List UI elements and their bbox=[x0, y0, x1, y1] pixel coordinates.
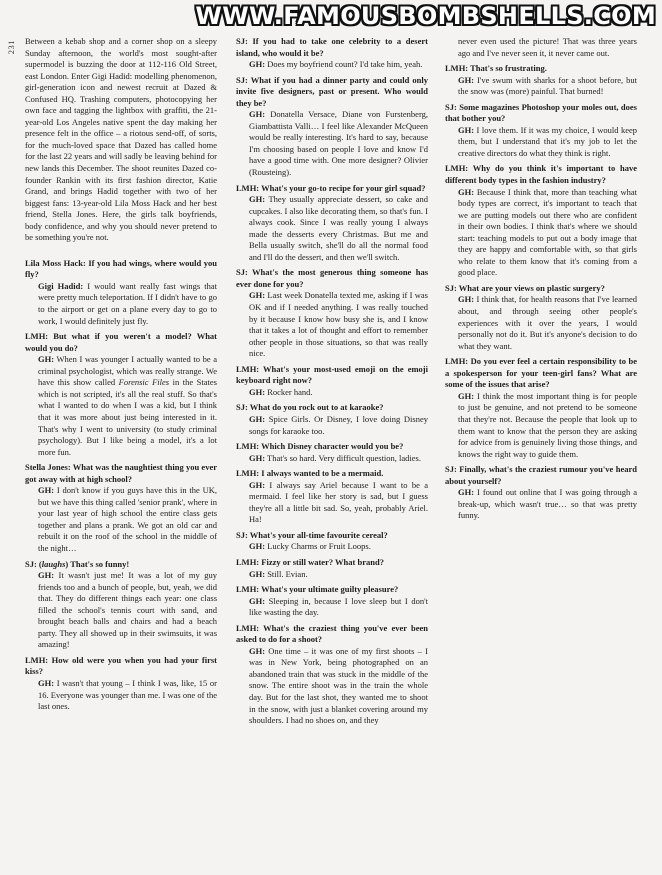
answer-text: I would want really fast wings that were pretty much teleportation. If I didn't have to go to the airport or get on a plane every day to go to work, I would definitely just fly. bbox=[38, 280, 217, 326]
watermark-text: WWW.FAMOUSBOMBSHELLS.COM bbox=[195, 2, 656, 30]
question: SJ: Some magazines Photoshop your moles out, does that bother you? bbox=[445, 101, 637, 124]
answer: GH: One time – it was one of my first shoots – I was in New York, being photographed on an abandoned train that was stuck in the middle of the snow. The entire shoot was in the train the whole day. But for the last shot, they wanted me to shoot in the snow, with just a blanket covering around my shoulders. I had no shoes on, and they bbox=[249, 645, 428, 726]
speaker: GH: bbox=[249, 290, 266, 301]
answer: GH: Donatella Versace, Diane von Furstenberg, Giambattista Valli… I feel like Alexander McQueen would be really interesting. It's hard to say, because I'm choosing based on people I love and know I'd have a good time with. One more designer? Olivier (Rousteing). bbox=[249, 109, 428, 178]
speaker: GH: bbox=[249, 645, 266, 656]
question: LMH: I always wanted to be a mermaid. bbox=[236, 468, 384, 479]
answer bbox=[25, 570, 217, 651]
answer bbox=[25, 678, 217, 713]
question: LMH: Fizzy or still water? What brand? bbox=[236, 556, 384, 567]
question: SJ: If you had to take one celebrity to a desert island, who would it be? bbox=[236, 36, 428, 58]
question: LMH: That's so frustrating. bbox=[445, 63, 547, 74]
answer: GH: I think that, for health reasons that I've learned about, and through seeing other people's experiences with it over the years, I would personally not do it. But it's anyone's decision to do what they want. bbox=[458, 294, 637, 351]
question: Lila Moss Hack: If you had wings, where would you fly? bbox=[25, 257, 217, 280]
answer-text: in the States which is not scripted, it's all the real stuff. So that's what I wanted to do when I was a kid, but I think that it was more about just being interested in it. That's why I went to university (to study criminal psychology). But I like being a model, it's a lot more fun. bbox=[38, 377, 217, 457]
speaker: GH: bbox=[458, 294, 475, 305]
question: LMH: What's your ultimate guilty pleasure? bbox=[236, 584, 399, 595]
answer: GH: I found out online that I was going through a break-up, which wasn't true… so that was pretty funny. bbox=[458, 487, 637, 521]
speaker: GH: bbox=[249, 194, 266, 205]
show-title: Forensic Files bbox=[118, 377, 170, 388]
speaker: GH: bbox=[249, 479, 266, 490]
answer: GH: Sleeping in, because I love sleep but I don't like wasting the day. bbox=[249, 595, 428, 618]
speaker: GH: bbox=[458, 74, 475, 85]
answer: GH: They usually appreciate dessert, so cake and cupcakes. I also like decorating them, so that's fun. I always cook. Since I was really young I always made the desserts every Christmas. But me and Bella usually switch, she'll do all the normal food and I'll do the dessert, and then we'll switch. bbox=[249, 194, 428, 262]
question-text: SJ: ( bbox=[25, 558, 42, 569]
speaker: GH: bbox=[249, 386, 266, 397]
answer-continued: never even used the picture! That was three years ago and I've never seen it, it never came out. bbox=[458, 36, 637, 58]
speaker: GH: bbox=[458, 390, 475, 401]
speaker: GH: bbox=[249, 452, 266, 463]
speaker: GH: bbox=[249, 595, 266, 606]
speaker: GH: bbox=[249, 413, 266, 424]
question-aside: laughs bbox=[41, 558, 66, 569]
question: SJ: What's your all-time favourite cereal? bbox=[236, 529, 388, 540]
question-text: ) That's so funny! bbox=[65, 558, 130, 569]
intro-paragraph: Between a kebab shop and a corner shop on a sleepy Sunday afternoon, the world's most sought-after supermodel is buzzing the door at 112-116 Old Street, east London. Enter Gigi Hadid: modelling phenomenon, girl-generation icon and newest recruit at Dazed & Confused HQ. Trashing computers, photocopying her own face and tagging the lightbox with graffiti, the 21-year-old Los Angeles native spent the day making her presence felt in the office – a riotous send-off, of sorts, for the much-loved space that Dazed has called home for the last 22 years and will sadly be leaving behind for new lands this December. The shoot reunites Dazed co-founder Rankin with its first fashion director, Katie Grand, and brings Hadid together with two of her biggest fans: 13-year-old Lila Moss Hack and her best friend, Stella Jones. Here, the girls talk boyfriends, body confidence, and why you should never pretend to be something you're not. bbox=[25, 36, 217, 243]
answer bbox=[25, 354, 217, 458]
speaker: GH: bbox=[458, 124, 475, 135]
question: LMH: Do you ever feel a certain responsibility to be a spokesperson for your teen-girl fans? What are some of the issues that arise? bbox=[445, 356, 637, 390]
answer: GH: I love them. If it was my choice, I would keep them, but I understand that it's my job to let the creative directors do what they think is right. bbox=[458, 124, 637, 158]
speaker: GH: bbox=[38, 354, 55, 365]
answer: GH: Does my boyfriend count? I'd take him, yeah. bbox=[249, 59, 423, 70]
answer-text: I wasn't that young – I think I was, like, 15 or 16. Everyone was younger than me. I was one of the last ones. bbox=[38, 677, 217, 712]
answer bbox=[25, 485, 217, 554]
question bbox=[25, 559, 217, 571]
answer-text: It wasn't just me! It was a lot of my guy friends too and a bunch of people, but, yeah, we did that. They do different things each year: one class filled the school's tennis court with sand, and brought beach balls and chairs and had a beach party. They all showed up in their swimsuits, it was amazing! bbox=[38, 570, 217, 650]
answer: GH: Because I think that, more than teaching what body types are correct, it's important to teach that we are putting models out there who are confident in their own bodies. I think that's where we should start: teaching models to put out a body image that they are happy and comfortable with, so that girls who relate to them know that it's coming from a good place. bbox=[458, 186, 637, 278]
question: LMH: Why do you think it's important to have different body types in the fashion industry? bbox=[445, 163, 637, 186]
column-2 bbox=[236, 36, 428, 727]
answer: GH: I think the most important thing is for people to just be genuine, and not pretend to be someone that they're not. Because the people that look up to them want to know that the person they are asking for advice from is genuinely living those things, and knows the right way to guide them. bbox=[458, 390, 637, 459]
speaker: GH: bbox=[249, 109, 266, 120]
answer: GH: Still. Evian. bbox=[249, 568, 308, 579]
speaker: GH: bbox=[249, 59, 266, 70]
page-number: 231 bbox=[6, 40, 16, 55]
speaker: GH: bbox=[458, 186, 475, 197]
question: SJ: What's the most generous thing someone has ever done for you? bbox=[236, 267, 428, 289]
speaker: Gigi Hadid: bbox=[38, 280, 84, 291]
question: LMH: How old were you when you had your first kiss? bbox=[25, 654, 217, 677]
answer-text: When I was younger I actually wanted to be a criminal psychologist, which was really strange. We have this show called bbox=[38, 354, 217, 388]
speaker: GH: bbox=[249, 568, 266, 579]
answer: GH: I always say Ariel because I want to be a mermaid. I feel like her story is sad, but I guess they're all a little bit sad. So, yeah, probably Ariel. Ha! bbox=[249, 479, 428, 525]
question: Stella Jones: What was the naughtiest thing you ever got away with at high school? bbox=[25, 462, 217, 484]
question: LMH: But what if you weren't a model? What would you do? bbox=[25, 331, 217, 353]
answer bbox=[25, 281, 217, 327]
question: LMH: Which Disney character would you be? bbox=[236, 441, 404, 452]
column-1 bbox=[25, 36, 217, 713]
speaker: GH: bbox=[458, 487, 475, 498]
question: LMH: What's your go-to recipe for your girl squad? bbox=[236, 182, 426, 193]
question: SJ: What if you had a dinner party and could only invite five designers, past or present. Who would they be? bbox=[236, 74, 428, 108]
speaker: GH: bbox=[38, 677, 55, 688]
question: LMH: What's your most-used emoji on the emoji keyboard right now? bbox=[236, 363, 428, 386]
question: SJ: What do you rock out to at karaoke? bbox=[236, 402, 384, 413]
answer: GH: Rocker hand. bbox=[249, 386, 313, 397]
speaker: GH: bbox=[249, 541, 266, 552]
question: LMH: What's the craziest thing you've ever been asked to do for a shoot? bbox=[236, 622, 428, 645]
column-3 bbox=[445, 36, 637, 522]
answer: GH: That's so hard. Very difficult question, ladies. bbox=[249, 452, 421, 463]
question: SJ: Finally, what's the craziest rumour you've heard about yourself? bbox=[445, 464, 637, 486]
answer-text: I don't know if you guys have this in the UK, but we have this thing called 'senior prank', where in your last year of high school the entire class gets together and plans a prank. We got an old car and rebuilt it on the roof of the school in the middle of the night… bbox=[38, 485, 217, 553]
answer: GH: Spice Girls. Or Disney, I love doing Disney songs for karaoke too. bbox=[249, 413, 428, 436]
answer: GH: Lucky Charms or Fruit Loops. bbox=[249, 541, 371, 552]
speaker: GH: bbox=[38, 570, 55, 581]
answer: GH: Last week Donatella texted me, asking if I was OK and if I needed anything. I was really touched by it because I know how busy she is, and I know that it takes a lot of thought and effort to remember other people in those situations, so that was really nice. bbox=[249, 290, 428, 359]
speaker: GH: bbox=[38, 485, 55, 496]
question: SJ: What are your views on plastic surgery? bbox=[445, 282, 605, 293]
answer: GH: I've swum with sharks for a shoot before, but the snow was (more) painful. That burned! bbox=[458, 74, 637, 97]
